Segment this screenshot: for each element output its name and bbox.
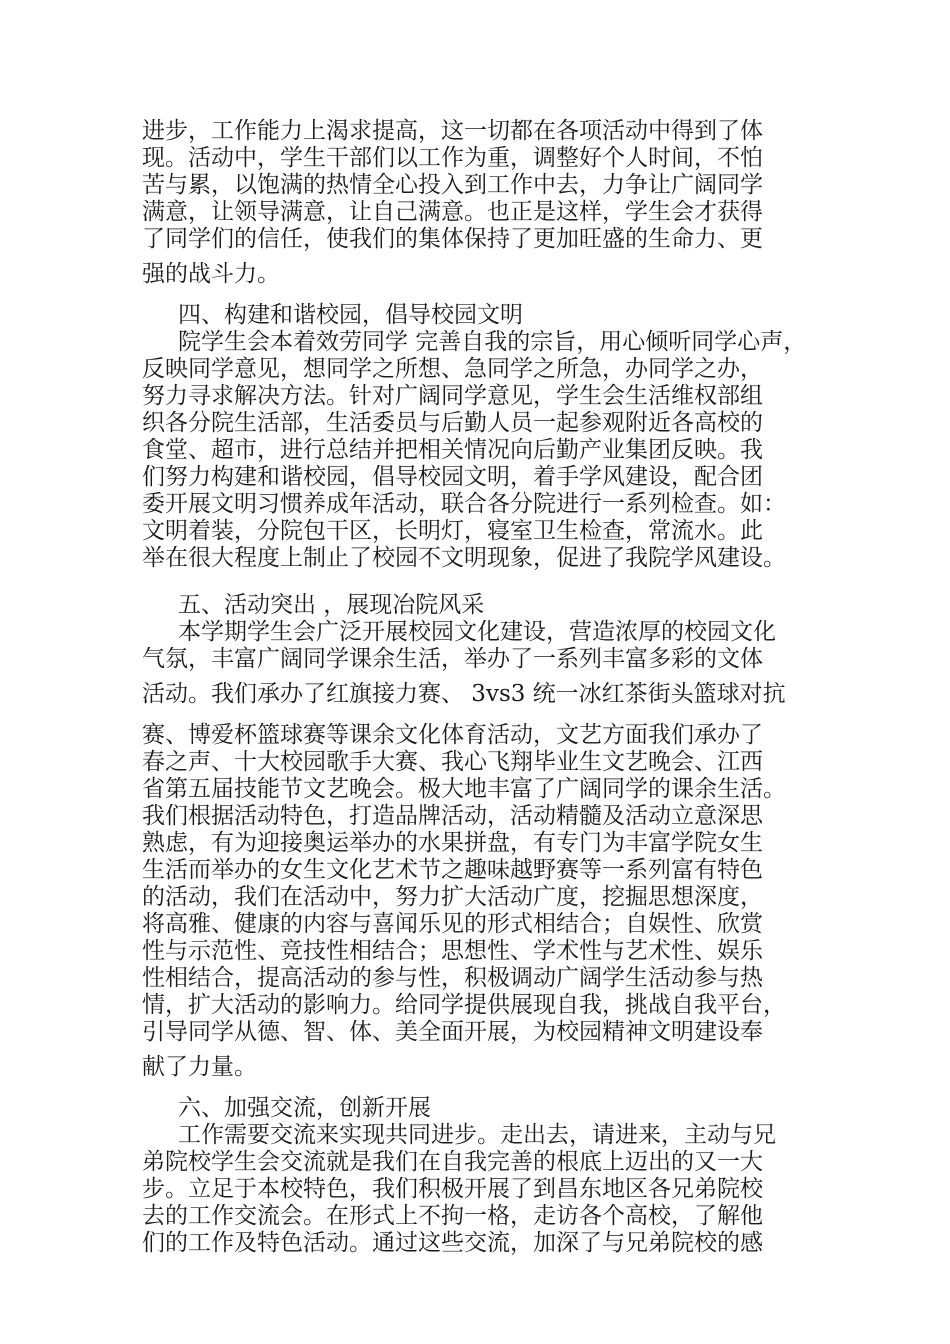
- paragraph-line: 活动。我们承办了红旗接力赛、 3vs3 统一冰红茶街头篮球对抗: [142, 681, 786, 707]
- paragraph-line: 现。活动中，学生干部们以工作为重，调整好个人时间，不怕: [142, 145, 763, 171]
- paragraph-line: 气氛，丰富广阔同学课余生活，举办了一系列丰富多彩的文体: [142, 646, 763, 672]
- paragraph-line: 苦与累，以饱满的热情全心投入到工作中去，力争让广阔同学: [142, 172, 763, 198]
- paragraph-line: 了同学们的信任，使我们的集体保持了更加旺盛的生命力、更: [142, 226, 763, 252]
- paragraph-line: 情，扩大活动的影响力。给同学提供展现自我，挑战自我平台，: [142, 992, 786, 1018]
- section-heading: 六、加强交流，创新开展: [178, 1095, 431, 1121]
- paragraph-line: 努力寻求解决方法。针对广阔同学意见，学生会生活维权部组: [142, 383, 763, 409]
- paragraph-line: 院学生会本着效劳同学 完善自我的宗旨，用心倾听同学心声，: [178, 329, 807, 355]
- paragraph-line: 的活动，我们在活动中，努力扩大活动广度，挖掘思想深度，: [142, 884, 763, 910]
- paragraph-line: 们的工作及特色活动。通过这些交流，加深了与兄弟院校的感: [142, 1230, 763, 1256]
- paragraph-line: 织各分院生活部，生活委员与后勤人员一起参观附近各高校的: [142, 410, 763, 436]
- paragraph-line: 引导同学从德、智、体、美全面开展，为校园精神文明建设奉: [142, 1019, 763, 1045]
- paragraph-line: 我们根据活动特色，打造品牌活动，活动精髓及活动立意深思: [142, 803, 763, 829]
- paragraph-line: 本学期学生会广泛开展校园文化建设，营造浓厚的校园文化: [178, 619, 776, 645]
- paragraph-line: 性相结合，提高活动的参与性，积极调动广阔学生活动参与热: [142, 965, 763, 991]
- paragraph-line: 去的工作交流会。在形式上不拘一格，走访各个高校，了解他: [142, 1203, 763, 1229]
- paragraph-line: 举在很大程度上制止了校园不文明现象，促进了我院学风建设。: [142, 545, 786, 571]
- paragraph-line: 性与示范性、竞技性相结合；思想性、学术性与艺术性、娱乐: [142, 938, 763, 964]
- paragraph-line: 春之声、十大校园歌手大赛、我心飞翔毕业生文艺晚会、江西: [142, 749, 763, 775]
- paragraph-line: 进步，工作能力上渴求提高，这一切都在各项活动中得到了体: [142, 118, 763, 144]
- section-heading: 五、活动突出 ，展现冶院风采: [178, 592, 485, 618]
- paragraph-line: 步。立足于本校特色，我们积极开展了到昌东地区各兄弟院校: [142, 1176, 763, 1202]
- paragraph-line: 们努力构建和谐校园，倡导校园文明，着手学风建设，配合团: [142, 464, 763, 490]
- paragraph-line: 工作需要交流来实现共同进步。走出去，请进来，主动与兄: [178, 1122, 776, 1148]
- paragraph-line: 献了力量。: [142, 1054, 257, 1080]
- paragraph-line: 省第五届技能节文艺晚会。极大地丰富了广阔同学的课余生活。: [142, 776, 786, 802]
- section-heading: 四、构建和谐校园，倡导校园文明: [178, 302, 523, 328]
- paragraph-line: 文明着装，分院包干区，长明灯，寝室卫生检查，常流水。此: [142, 518, 763, 544]
- document-page: [142, 118, 822, 1257]
- paragraph-line: 委开展文明习惯养成年活动，联合各分院进行一系列检查。如：: [142, 491, 786, 517]
- paragraph-line: 赛、博爱杯篮球赛等课余文化体育活动，文艺方面我们承办了: [142, 722, 763, 748]
- paragraph-line: 熟虑，有为迎接奥运举办的水果拼盘，有专门为丰富学院女生: [142, 830, 763, 856]
- paragraph-line: 将高雅、健康的内容与喜闻乐见的形式相结合；自娱性、欣赏: [142, 911, 763, 937]
- paragraph-line: 反映同学意见，想同学之所想、急同学之所急，办同学之办，: [142, 356, 763, 382]
- paragraph-line: 强的战斗力。: [142, 261, 280, 287]
- paragraph-line: 生活而举办的女生文化艺术节之趣味越野赛等一系列富有特色: [142, 857, 763, 883]
- paragraph-line: 满意，让领导满意，让自己满意。也正是这样，学生会才获得: [142, 199, 763, 225]
- paragraph-line: 食堂、超市，进行总结并把相关情况向后勤产业集团反映。我: [142, 437, 763, 463]
- paragraph-line: 弟院校学生会交流就是我们在自我完善的根底上迈出的又一大: [142, 1149, 763, 1175]
